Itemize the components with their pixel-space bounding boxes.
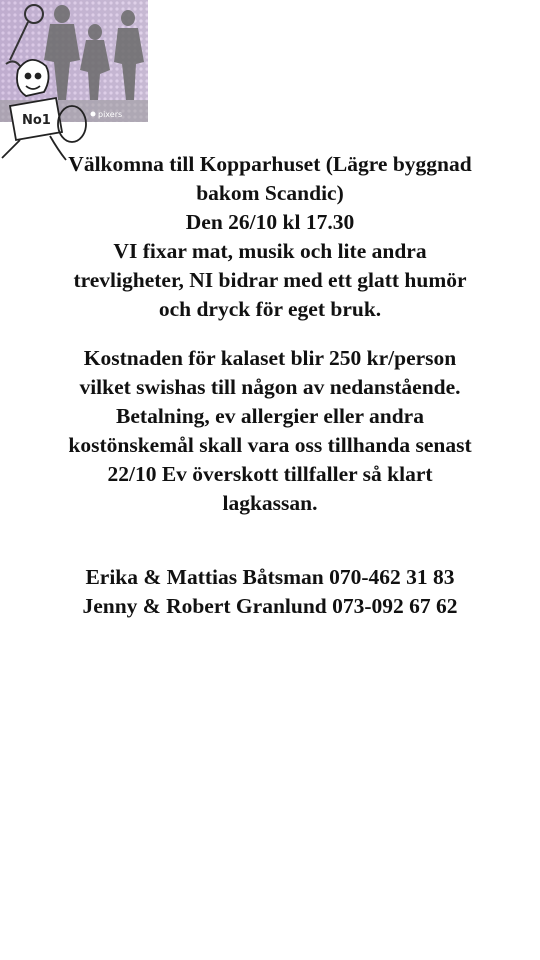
- intro-line: bakom Scandic): [196, 181, 344, 205]
- cost-line: vilket swishas till någon av nedanstående.: [79, 375, 461, 399]
- intro-line: trevligheter, NI bidrar med ett glatt humör: [73, 268, 467, 292]
- cost-line: 22/10 Ev överskott tillfaller så klart: [107, 462, 433, 486]
- intro-line: VI fixar mat, musik och lite andra: [113, 239, 427, 263]
- intro-line: Välkomna till Kopparhuset (Lägre byggnad: [68, 152, 472, 176]
- contact-line: Erika & Mattias Båtsman 070-462 31 83: [85, 565, 455, 589]
- badge-label: No1: [22, 113, 51, 128]
- contact-line: Jenny & Robert Granlund 073-092 67 62: [82, 594, 458, 618]
- watermark-icon: [91, 112, 96, 117]
- cost-line: lagkassan.: [222, 491, 318, 515]
- invitation-cost: [0, 344, 540, 518]
- header-image: [0, 0, 148, 165]
- party-illustration: [0, 0, 148, 165]
- cost-line: Kostnaden för kalaset blir 250 kr/person: [83, 346, 457, 370]
- cost-line: Betalning, ev allergier eller andra: [116, 404, 424, 428]
- invitation-intro: [0, 150, 540, 324]
- intro-line: och dryck för eget bruk.: [158, 297, 382, 321]
- intro-line: Den 26/10 kl 17.30: [185, 210, 355, 234]
- watermark-label: pixers: [98, 110, 123, 119]
- contact-list: [0, 563, 540, 621]
- cost-line: kostönskemål skall vara oss tillhanda senast: [68, 433, 472, 457]
